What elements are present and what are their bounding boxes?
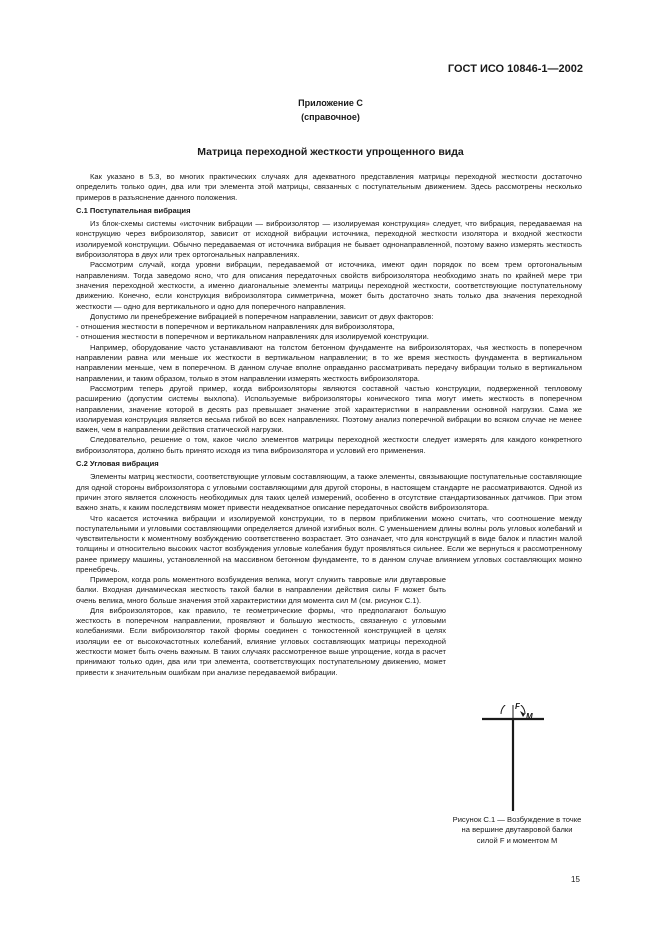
paragraph: Рассмотрим теперь другой пример, когда виброизоляторы являются составной частью конструкции, подверженной тепловому расширению (допустим системы выхлопа). Используемые виброизоляторы конического типа могут иметь жесткость в поперечном направлении, значение которой в десять раз превышает значение этой характеристики в направлении основной нагрузки. Сама же изолируемая конструкция является весьма гибкой во всех направлениях. Поэтому анализ поперечной вибрации во всяком случае не менее важен, чем в направлении действия статической нагрузки.: [76, 383, 582, 435]
paragraph: Элементы матриц жесткости, соответствующие угловым составляющим, а также элементы, связывающие поступательные составляющие для одной стороны виброизолятора с угловыми составляющими для другой стороны, в настоящем стандарте не рассматриваются. Одной из причин этого является сложность необходимых для таких целей измерений, особенно в отсутствие стандартизованных датчиков. При этом важно знать, к каким последствиям может привести неадекватное описание передаточных свойств виброизолятора.: [76, 472, 582, 513]
section-heading-c2: С.2 Угловая вибрация: [76, 459, 159, 469]
list-item: - отношения жесткости в поперечном и вертикальном направлениях для виброизолятора,: [76, 322, 395, 332]
annex-heading: [0, 96, 661, 124]
annex-status: (справочное): [301, 112, 360, 122]
moment-label: M: [526, 712, 533, 721]
figure-beam-diagram: [482, 705, 544, 815]
main-text: [76, 172, 582, 575]
paragraph: Допустимо ли пренебрежение вибрацией в поперечном направлении, зависит от двух факторов:: [90, 311, 434, 321]
wrapped-text: [76, 575, 446, 678]
paragraph: Примером, когда роль моментного возбуждения велика, могут служить тавровые или двутавровые балки. Входная динамическая жесткость такой балки в направлении действия силы F может быть очень велика, много больше значения этой характеристики для момента сил М (см. рисунок С.1).: [76, 575, 446, 605]
paragraph: Рассмотрим случай, когда уровни вибрации, передаваемой от источника, имеют один порядок по всем трем ортогональным направлениям. Тогда заведомо ясно, что для описания передаточных свойств виброизолятора необходимо знать по крайней мере три значения переходной жесткости, а именно диагональные элементы матрицы переходной жесткости, соответствующие поступательному движению. Конечно, если конструкция виброизолятора симметрична, может быть достаточно знать только два значения переходной жесткости — одно для вертикального и одно для поперечного направления.: [76, 260, 582, 311]
page-number: 15: [571, 875, 580, 884]
paragraph: Для виброизоляторов, как правило, те геометрические формы, что предполагают большую жесткость в поперечном направлении, проявляют и большую жесткость, связанную с угловыми колебаниями. Если виброизолятор такой формы соединен с тонкостенной конструкцией в целях изоляции ее от высокочастотных колебаний, влияние угловых составляющих матрицы переходной жесткости может быть очень важным. В таких случаях рассмотренное выше упрощение, когда в расчет принимают только один, два или три элемента, соответствующих поступательному движению, может привести к значительным ошибкам при анализе передаваемой вибрации.: [76, 605, 446, 677]
paragraph: Следовательно, решение о том, какое число элементов матрицы переходной жесткости следует измерять для каждого конкретного виброизолятора, должно быть принято исходя из типа виброизолятора и условий его применения.: [76, 435, 582, 455]
page-title: Матрица переходной жесткости упрощенного вида: [197, 146, 464, 158]
annex-title: Приложение С: [298, 98, 363, 108]
paragraph: Например, оборудование часто устанавливают на толстом бетонном фундаменте на виброизоляторах, чья жесткость в поперечном направлении равна или меньше их жесткости в вертикальном направлении; в то же время жесткость фундамента в вертикальном направлении меньше, чем в поперечном. В данном случае вполне оправданно рассматривать передачу вибрации только в вертикальном направлении, и таким образом, только в этом направлении измерять жесткость виброизолятора.: [76, 342, 582, 383]
list-item: - отношения жесткости в поперечном и вертикальном направлениях для изолируемой конструкции.: [76, 332, 429, 342]
paragraph: Что касается источника вибрации и изолируемой конструкции, то в первом приближении можно считать, что соотношение между поступательными и угловыми составляющими определяется длиной изгибных волн. С уменьшением длины волны роль угловых колебаний и чувствительности к моментному возбуждению соответственно возрастает. Это означает, что для конструкций в виде балок и пластин малой толщины и относительно высоких частот возбуждения угловые колебания будут проявляться сильнее. Если же вернуться к рассмотренному ранее примеру машины, установленной на массивном бетонном фундаменте, то в данном случае влиянием угловых составляющих можно пренебречь.: [76, 513, 582, 574]
paragraph: Из блок-схемы системы «источник вибрации — виброизолятор — изолируемая конструкция» следует, что вибрация, передаваемая на конструкцию через виброизолятор, зависит от исходной вибрации источника, переходной жесткости изолятора и входной жесткости изолируемой конструкции. Обычно передаваемая от источника вибрация не бывает однонаправленной, поэтому важно измерять жесткость виброизолятора в двух или трех ортогональных направлениях.: [76, 219, 582, 260]
intro-paragraph: Как указано в 5.3, во многих практических случаях для адекватного представления матрицы переходной жесткости достаточно определить только один, два или три элемента этой матрицы, связанных с поступательным движением. Здесь рассмотрены несколько примеров в разъяснение данного положения.: [76, 172, 582, 202]
standard-designation: ГОСТ ИСО 10846-1—2002: [447, 63, 583, 75]
force-label: F: [515, 702, 520, 711]
section-heading-c1: С.1 Поступательная вибрация: [76, 205, 191, 215]
moment-arrowhead: [520, 711, 525, 717]
figure-caption: Рисунок С.1 — Возбуждение в точке на вершине двутавровой балки силой F и моментом М: [452, 815, 582, 845]
